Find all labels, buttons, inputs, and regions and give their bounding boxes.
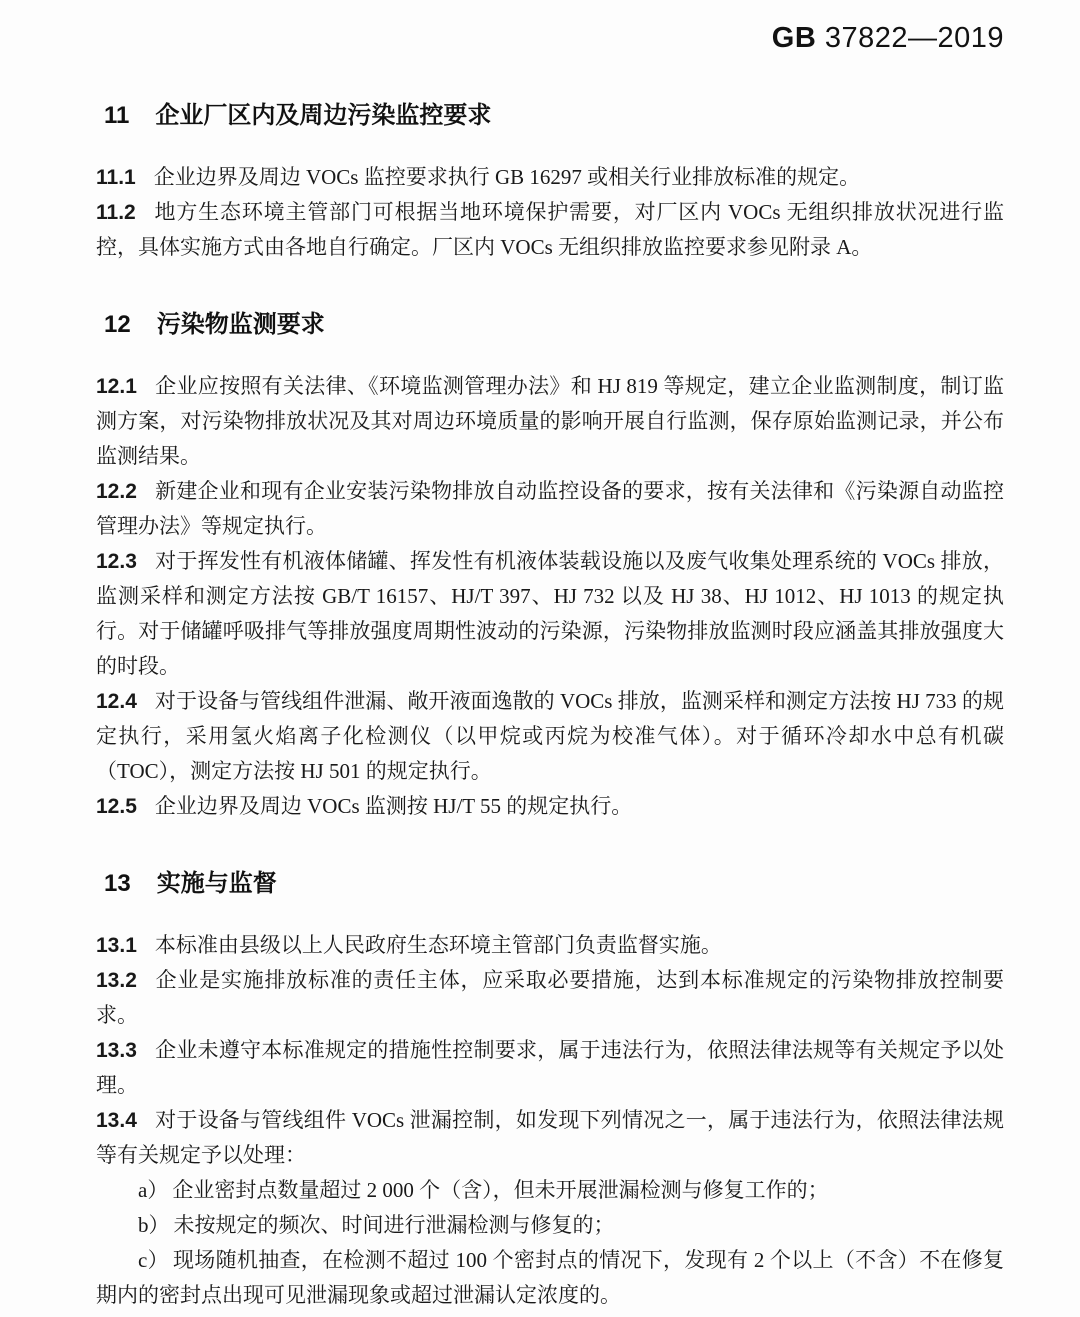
clause-12-1	[96, 369, 1004, 474]
clause-12-4-number: 12.4	[96, 690, 137, 713]
item-c-text: 现场随机抽查，在检测不超过 100 个密封点的情况下，发现有 2 个以上（不含）不在修复期内的密封点出现可见泄漏现象或超过泄漏认定浓度的。	[96, 1248, 1005, 1307]
clause-11-1-number: 11.1	[96, 166, 136, 189]
clause-11-1-text: 企业边界及周边 VOCs 监控要求执行 GB 16297 或相关行业排放标准的规定。	[153, 165, 861, 189]
item-a-label: a）	[138, 1178, 169, 1202]
item-b-text: 未按规定的频次、时间进行泄漏检测与修复的；	[173, 1213, 615, 1237]
section-13-heading	[104, 868, 1004, 900]
clause-12-5	[96, 789, 1004, 824]
clause-11-2	[96, 195, 1004, 265]
clause-12-4	[96, 684, 1004, 789]
clause-13-2	[96, 963, 1004, 1033]
section-12-number: 12	[104, 311, 131, 338]
clause-11-2-number: 11.2	[96, 201, 136, 224]
clause-12-3	[96, 544, 1004, 684]
clause-11-1	[96, 160, 1004, 195]
section-12-heading	[104, 309, 1004, 341]
clause-13-4	[96, 1103, 1004, 1173]
standard-code-number: 37822—2019	[816, 22, 1004, 54]
section-13-title: 实施与监督	[156, 870, 277, 897]
clause-12-2	[96, 474, 1004, 544]
item-c-label: c）	[138, 1248, 169, 1272]
clause-12-3-number: 12.3	[96, 550, 137, 573]
clause-13-4-text: 对于设备与管线组件 VOCs 泄漏控制，如发现下列情况之一，属于违法行为，依照法律法规等有关规定予以处理：	[96, 1108, 1004, 1167]
clause-13-2-number: 13.2	[96, 969, 137, 992]
clause-12-5-number: 12.5	[96, 795, 137, 818]
section-13-number: 13	[104, 870, 131, 897]
clause-12-5-text: 企业边界及周边 VOCs 监测按 HJ/T 55 的规定执行。	[154, 794, 633, 818]
clause-13-2-text: 企业是实施排放标准的责任主体，应采取必要措施，达到本标准规定的污染物排放控制要求。	[96, 968, 1004, 1027]
clause-12-2-number: 12.2	[96, 480, 137, 503]
section-13	[96, 868, 1004, 1313]
section-12-title: 污染物监测要求	[156, 311, 325, 338]
section-11-number: 11	[104, 102, 130, 129]
clause-12-2-text: 新建企业和现有企业安装污染物排放自动监控设备的要求，按有关法律和《污染源自动监控管理办法》等规定执行。	[96, 479, 1004, 538]
standard-code-header	[96, 20, 1004, 56]
item-a-text: 企业密封点数量超过 2 000 个（含），但未开展泄漏检测与修复工作的；	[172, 1178, 829, 1202]
clause-13-4-item-b	[96, 1208, 1004, 1243]
item-b-label: b）	[138, 1213, 170, 1237]
clause-12-1-text: 企业应按照有关法律、《环境监测管理办法》和 HJ 819 等规定，建立企业监测制度，制订监测方案，对污染物排放状况及其对周边环境质量的影响开展自行监测，保存原始监测记录，并公布监测结果。	[96, 374, 1004, 468]
clause-12-3-text: 对于挥发性有机液体储罐、挥发性有机液体装载设施以及废气收集处理系统的 VOCs 排放，监测采样和测定方法按 GB/T 16157、HJ/T 397、HJ 732 以及 HJ 38、HJ 1012、HJ 1013 的规定执行。对于储罐呼吸排气等排放强度周期性波动的污染源，污染物排放监测时段应涵盖其排放强度大的时段。	[96, 549, 1004, 678]
clause-12-1-number: 12.1	[96, 375, 137, 398]
clause-13-1-text: 本标准由县级以上人民政府生态环境主管部门负责监督实施。	[154, 933, 722, 957]
section-11	[96, 100, 1004, 265]
section-12	[96, 309, 1004, 824]
clause-13-3	[96, 1033, 1004, 1103]
standard-code-prefix: GB	[771, 22, 817, 54]
clause-13-4-number: 13.4	[96, 1109, 137, 1132]
section-11-heading	[104, 100, 1004, 132]
clause-11-2-text: 地方生态环境主管部门可根据当地环境保护需要，对厂区内 VOCs 无组织排放状况进行监控，具体实施方式由各地自行确定。厂区内 VOCs 无组织排放监控要求参见附录 A。	[96, 200, 1004, 259]
clause-13-3-number: 13.3	[96, 1039, 137, 1062]
clause-13-4-item-a	[96, 1173, 1004, 1208]
clause-13-1	[96, 928, 1004, 963]
clause-13-4-item-c	[96, 1243, 1004, 1313]
clause-13-3-text: 企业未遵守本标准规定的措施性控制要求，属于违法行为，依照法律法规等有关规定予以处理。	[96, 1038, 1004, 1097]
clause-13-1-number: 13.1	[96, 934, 137, 957]
section-11-title: 企业厂区内及周边污染监控要求	[155, 102, 492, 129]
clause-12-4-text: 对于设备与管线组件泄漏、敞开液面逸散的 VOCs 排放，监测采样和测定方法按 HJ 733 的规定执行，采用氢火焰离子化检测仪（以甲烷或丙烷为校准气体）。对于循环冷却水中总有机碳（TOC），测定方法按 HJ 501 的规定执行。	[96, 689, 1004, 783]
